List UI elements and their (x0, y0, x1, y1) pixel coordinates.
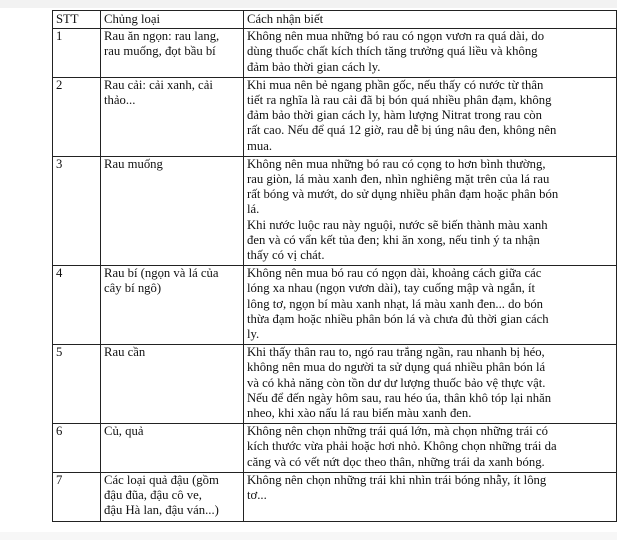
vegetable-kind-cell (101, 77, 244, 156)
identification-line: lá. (247, 202, 260, 217)
row-number: 6 (53, 424, 101, 473)
vegetable-kind-line: Các loại quả đậu (gồm (104, 472, 219, 487)
table-row (53, 345, 617, 424)
identification-line: rất cao. Nếu để quá 12 giờ, rau dễ bị úng nâu đen, không nên (247, 123, 557, 138)
vegetable-kind-line: rau muống, đọt bầu bí (104, 44, 216, 59)
vegetable-kind-cell (101, 156, 244, 265)
identification-line: Không nên mua những bó rau có cọng to hơn bình thường, (247, 156, 546, 171)
identification-paragraph (247, 424, 613, 470)
identification-line: kích thước vừa phải hoặc hơi nhỏ. Không chọn những trái da (247, 439, 557, 454)
table-row (53, 424, 617, 473)
identification-line: và có khả năng còn tồn dư dư lượng thuốc bảo vệ thực vật. (247, 375, 546, 390)
vegetable-identification-table (52, 10, 617, 522)
vegetable-kind-line: thảo... (104, 93, 136, 108)
vegetable-kind-cell (101, 472, 244, 521)
vegetable-kind-line: đậu đũa, đậu cô ve, (104, 488, 202, 503)
table-row (53, 156, 617, 265)
identification-paragraph (247, 266, 613, 342)
vegetable-kind-cell (101, 266, 244, 345)
identification-line: Khi nước luộc rau này nguội, nước sẽ biến thành màu xanh (247, 217, 548, 232)
row-number: 4 (53, 266, 101, 345)
header-stt: STT (53, 11, 101, 29)
identification-cell (244, 345, 617, 424)
identification-paragraph (247, 218, 613, 264)
identification-line: lông tơ, ngọn bí màu xanh nhạt, lá màu xanh đen... do bón (247, 296, 544, 311)
page-top-edge (0, 0, 617, 8)
vegetable-kind-line: Rau muống (104, 156, 163, 171)
vegetable-kind-line: Rau ăn ngọn: rau lang, (104, 29, 220, 44)
row-number: 1 (53, 29, 101, 78)
header-kind: Chủng loại (101, 11, 244, 29)
table-row (53, 266, 617, 345)
row-number: 2 (53, 77, 101, 156)
identification-paragraph (247, 473, 613, 503)
identification-cell (244, 424, 617, 473)
identification-cell (244, 156, 617, 265)
vegetable-kind-line: đậu Hà lan, đậu ván...) (104, 503, 219, 518)
identification-line: căng và có vết nứt dọc theo thân, những trái da xanh bóng. (247, 454, 545, 469)
identification-line: rau giòn, lá màu xanh đen, nhìn nghiêng mặt trên của lá rau (247, 172, 550, 187)
identification-line: Không nên chọn những trái khi nhìn trái bóng nhẫy, ít lông (247, 472, 547, 487)
vegetable-kind-cell (101, 424, 244, 473)
identification-line: nheo, khi xào nấu lá rau biến màu xanh đen. (247, 406, 472, 421)
page-bottom-edge (0, 532, 617, 540)
table-header-row (53, 11, 617, 29)
identification-line: đảm bảo thời gian cách ly. (247, 59, 381, 74)
identification-line: lóng xa nhau (ngọn vươn dài), tay cuống mập và ngắn, ít (247, 281, 536, 296)
row-number: 5 (53, 345, 101, 424)
header-identification: Cách nhận biết (244, 11, 617, 29)
identification-line: Không nên mua những bó rau có ngọn vươn ra quá dài, do (247, 29, 545, 44)
vegetable-kind-line: Rau cải: cải xanh, cải (104, 77, 213, 92)
identification-line: Nếu để đến ngày hôm sau, rau héo úa, thân khô tóp lại nhăn (247, 390, 552, 405)
vegetable-kind-line: Củ, quả (104, 424, 144, 439)
identification-line: mua. (247, 138, 273, 153)
vegetable-kind-cell (101, 345, 244, 424)
identification-cell (244, 29, 617, 78)
vegetable-kind-cell (101, 29, 244, 78)
table-row (53, 29, 617, 78)
identification-line: dùng thuốc chất kích thích tăng trưởng quá liều và không (247, 44, 538, 59)
row-number: 3 (53, 156, 101, 265)
identification-line: rất bóng và mướt, do sử dụng nhiều phân đạm hoặc phân bón (247, 187, 559, 202)
identification-cell (244, 77, 617, 156)
identification-line: Khi mua nên bẻ ngang phần gốc, nếu thấy có nước từ thân (247, 77, 544, 92)
identification-line: đen và có vẩn kết tủa đen; khi ăn xong, nếu tinh ý ta nhận (247, 232, 540, 247)
identification-line: Không nên mua bó rau có ngọn dài, khoảng cách giữa các (247, 266, 542, 281)
table-row (53, 472, 617, 521)
identification-line: tiết ra nghĩa là rau cải đã bị bón quá nhiều phân đạm, không (247, 93, 552, 108)
identification-line: thấy có vị chát. (247, 248, 325, 263)
row-number: 7 (53, 472, 101, 521)
identification-paragraph (247, 345, 613, 421)
identification-cell (244, 266, 617, 345)
identification-cell (244, 472, 617, 521)
vegetable-kind-line: cây bí ngô) (104, 281, 162, 296)
identification-line: ly. (247, 327, 260, 342)
vegetable-kind-line: Rau cần (104, 345, 146, 360)
identification-line: Không nên chọn những trái quá lớn, mà chọn những trái có (247, 424, 548, 439)
table-body (53, 29, 617, 521)
identification-line: tơ... (247, 488, 267, 503)
identification-paragraph (247, 29, 613, 75)
identification-paragraph (247, 157, 613, 218)
identification-line: thừa đạm hoặc nhiều phân bón lá và chưa đủ thời gian cách (247, 311, 549, 326)
identification-line: không nên mua do người ta sử dụng quá nhiều phân bón lá (247, 360, 546, 375)
table-row (53, 77, 617, 156)
vegetable-kind-line: Rau bí (ngọn và lá của (104, 266, 219, 281)
identification-line: đảm bảo thời gian cách ly, hàm lượng Nitrat trong rau còn (247, 108, 542, 123)
identification-line: Khi thấy thân rau to, ngó rau trắng ngần, rau nhanh bị héo, (247, 345, 545, 360)
identification-paragraph (247, 78, 613, 154)
